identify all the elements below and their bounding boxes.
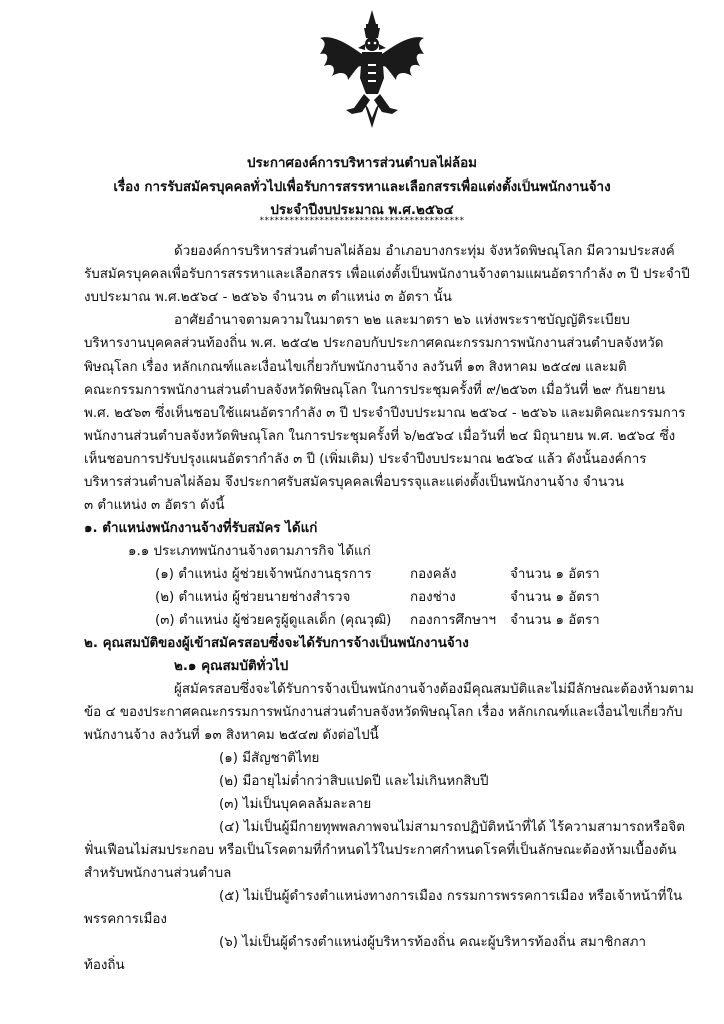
authority-line: พ.ศ. ๒๕๖๓ ซึ่งเห็นชอบใช้แผนอัตรากำลัง ๓ ปี ประจำปีงบประมาณ ๒๕๖๔ - ๒๕๖๖ และมติคณะกรรมการ <box>84 406 686 421</box>
authority-line: พิษณุโลก เรื่อง หลักเกณฑ์และเงื่อนไขเกี่ยวกับพนักงานจ้าง ลงวันที่ ๑๓ สิงหาคม ๒๕๔๗ และมติ <box>84 360 627 375</box>
position-title: (๑) ตำแหน่ง ผู้ช่วยเจ้าพนักงานธุรการ <box>155 567 372 582</box>
authority-line: คณะกรรมการพนักงานส่วนตำบลจังหวัดพิษณุโลก ในการประชุมครั้งที่ ๙/๒๕๖๓ เมื่อวันที่ ๒๙ กันยายน <box>84 383 666 398</box>
separator-line: ***************************************** <box>259 216 465 226</box>
qualification-item: (๕) ไม่เป็นผู้ดำรงตำแหน่งทางการเมือง กรรมการพรรคการเมือง หรือเจ้าหน้าที่ใน <box>219 889 683 904</box>
qualification-item: (๑) มีสัญชาติไทย <box>219 751 320 766</box>
position-department: กองช่าง <box>410 590 456 605</box>
section1-subheading: ๑.๑ ประเภทพนักงานจ้างตามภารกิจ ได้แก่ <box>128 544 371 559</box>
position-title: (๒) ตำแหน่ง ผู้ช่วยนายช่างสำรวจ <box>155 590 351 605</box>
authority-line: ๓ ตำแหน่ง ๓ อัตรา ดังนี้ <box>84 498 225 513</box>
intro-line: รับสมัครบุคคลเพื่อรับการสรรหาและเลือกสรร เพื่อแต่งตั้งเป็นพนักงานจ้างตามแผนอัตรากำลัง ๓ ปี ประจำปี <box>84 267 690 282</box>
authority-line: เห็นชอบการปรับปรุงแผนอัตรากำลัง ๓ ปี (เพิ่มเติม) ประจำปีงบประมาณ ๒๕๖๔ แล้ว ดังนั้นองค์การ <box>84 452 647 467</box>
section2-heading: ๒. คุณสมบัติของผู้เข้าสมัครสอบซึ่งจะได้รับการจ้างเป็นพนักงานจ้าง <box>84 636 469 651</box>
document-title: ประกาศองค์การบริหารส่วนตำบลไผ่ล้อม <box>246 156 478 171</box>
authority-line: บริหารส่วนตำบลไผ่ล้อม จึงประกาศรับสมัครบุคคลเพื่อบรรจุและแต่งตั้งเป็นพนักงานจ้าง จำนวน <box>84 475 624 490</box>
qualification-text: ผู้สมัครสอบซึ่งจะได้รับการจ้างเป็นพนักงานจ้างต้องมีคุณสมบัติและไม่มีลักษณะต้องห้ามตาม <box>174 682 694 697</box>
qualification-item: (๓) ไม่เป็นบุคคลล้มละลาย <box>219 797 372 812</box>
qualification-item: (๒) มีอายุไม่ต่ำกว่าสิบแปดปี และไม่เกินหกสิบปี <box>219 774 489 789</box>
intro-line: ด้วยองค์การบริหารส่วนตำบลไผ่ล้อม อำเภอบางกระทุ่ม จังหวัดพิษณุโลก มีความประสงค์ <box>174 244 675 259</box>
qualification-text: ข้อ ๔ ของประกาศคณะกรรมการพนักงานส่วนตำบลจังหวัดพิษณุโลก เรื่อง หลักเกณฑ์และเงื่อนไขเกี่ยวกับ <box>84 705 683 720</box>
qualification-item: (๔) ไม่เป็นผู้มีกายทุพพลภาพจนไม่สามารถปฏิบัติหน้าที่ได้ ไร้ความสามารถหรือจิต <box>219 820 685 835</box>
position-amount: จำนวน ๑ อัตรา <box>510 567 600 582</box>
position-department: กองการศึกษาฯ <box>410 613 496 628</box>
position-department: กองคลัง <box>410 567 457 582</box>
qualification-item: สำหรับพนักงานส่วนตำบล <box>84 866 232 881</box>
authority-line: บริหารงานบุคคลส่วนท้องถิ่น พ.ศ. ๒๕๔๒ ประกอบกับประกาศคณะกรรมการพนักงานส่วนตำบลจังหวัด <box>84 336 664 351</box>
fiscal-year: ประจำปีงบประมาณ พ.ศ.๒๕๖๔ <box>270 203 454 218</box>
garuda-emblem <box>318 8 426 132</box>
position-title: (๓) ตำแหน่ง ผู้ช่วยครูผู้ดูแลเด็ก (คุณวุฒิ) <box>155 613 392 628</box>
qualification-item: พรรคการเมือง <box>84 912 167 927</box>
qualification-item: ฟั่นเฟือนไม่สมประกอบ หรือเป็นโรคตามที่กำหนดไว้ในประกาศกำหนดโรคที่เป็นลักษณะต้องห้ามเบื้องต้น <box>84 843 677 858</box>
document-subject: เรื่อง การรับสมัครบุคคลทั่วไปเพื่อรับการสรรหาและเลือกสรรเพื่อแต่งตั้งเป็นพนักงานจ้าง <box>113 180 611 195</box>
qualification-item: ท้องถิ่น <box>84 958 125 973</box>
position-amount: จำนวน ๑ อัตรา <box>510 590 600 605</box>
intro-line: งบประมาณ พ.ศ.๒๕๖๔ - ๒๕๖๖ จำนวน ๓ ตำแหน่ง ๓ อัตรา นั้น <box>84 290 452 305</box>
section1-heading: ๑. ตำแหน่งพนักงานจ้างที่รับสมัคร ได้แก่ <box>84 521 318 536</box>
section2-subheading: ๒.๑ คุณสมบัติทั่วไป <box>174 659 289 674</box>
qualification-text: พนักงานจ้าง ลงวันที่ ๑๓ สิงหาคม ๒๕๔๗ ดังต่อไปนี้ <box>84 728 379 743</box>
position-amount: จำนวน ๑ อัตรา <box>510 613 600 628</box>
qualification-item: (๖) ไม่เป็นผู้ดำรงตำแหน่งผู้บริหารท้องถิ่น คณะผู้บริหารท้องถิ่น สมาชิกสภา <box>219 935 646 950</box>
authority-line: พนักงานส่วนตำบลจังหวัดพิษณุโลก ในการประชุมครั้งที่ ๖/๒๕๖๔ เมื่อวันที่ ๒๔ มิถุนายน พ.ศ. ๒๕๖๔ ซึ่ง <box>84 429 676 444</box>
authority-line: อาศัยอำนาจตามความในมาตรา ๒๒ และมาตรา ๒๖ แห่งพระราชบัญญัติระเบียบ <box>174 313 630 328</box>
